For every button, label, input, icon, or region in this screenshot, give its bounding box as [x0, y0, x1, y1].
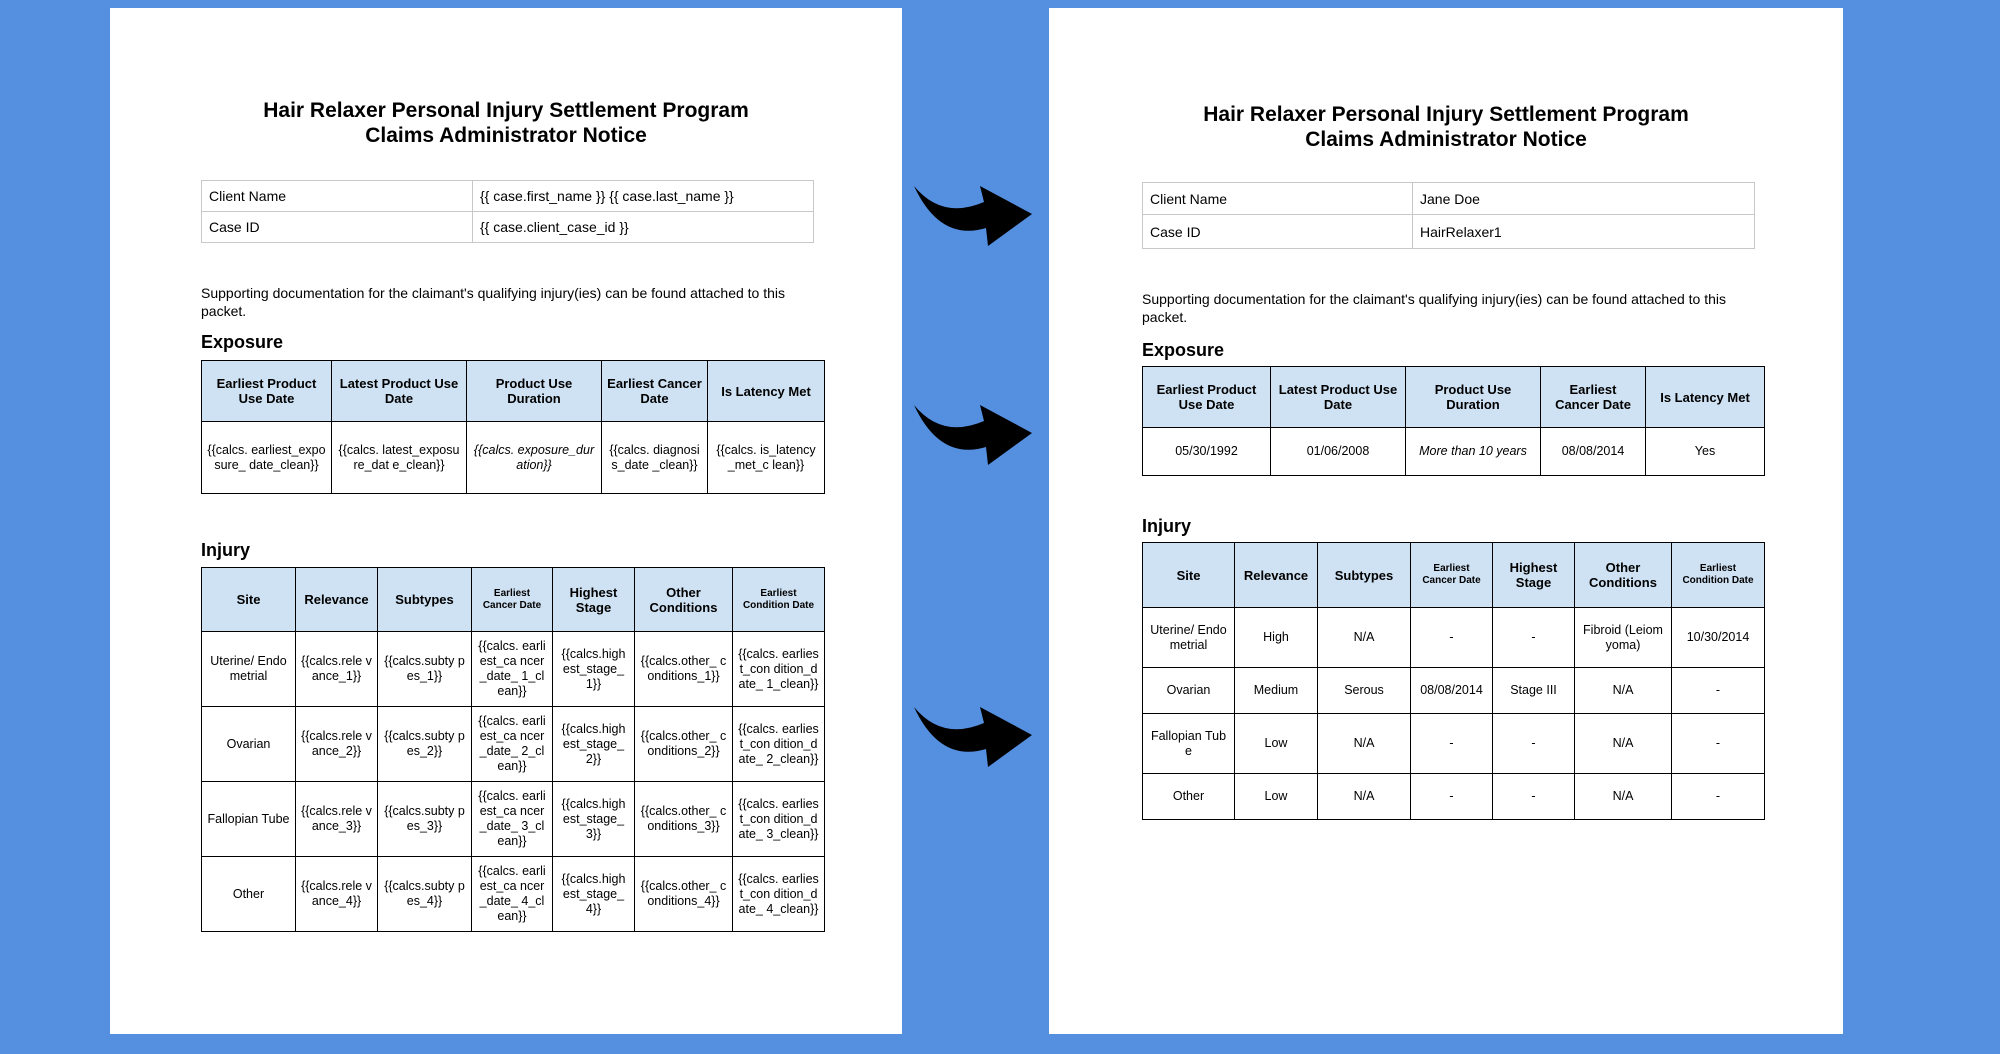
supporting-text: Supporting documentation for the claimant's qualifying injury(ies) can be found attached to this packet.	[201, 285, 786, 319]
earliest-product-use-date-value: {{calcs. earliest_exposure_ date_clean}}	[202, 422, 332, 494]
site-cell: Fallopian Tube	[1143, 714, 1235, 774]
exposure-header-row	[202, 361, 825, 422]
site-cell: Ovarian	[1143, 668, 1235, 714]
injury-table	[201, 567, 825, 932]
case-id-value: HairRelaxer1	[1413, 215, 1755, 249]
relevance-cell: {{calcs.rele vance_2}}	[296, 707, 378, 782]
highest-stage-cell: {{calcs.high est_stage_ 1}}	[553, 632, 635, 707]
header-relevance: Relevance	[1235, 543, 1318, 608]
other-conditions-cell: Fibroid (Leiomyoma)	[1575, 608, 1672, 668]
header-site: Site	[202, 568, 296, 632]
subtypes-cell: {{calcs.subty pes_3}}	[378, 782, 472, 857]
site-cell: Other	[202, 857, 296, 932]
injury-header-row	[202, 568, 825, 632]
latest-product-use-date-value: 01/06/2008	[1271, 428, 1406, 476]
supporting-text: Supporting documentation for the claimant's qualifying injury(ies) can be found attached to this packet.	[1142, 291, 1727, 325]
highest-stage-cell: {{calcs.high est_stage_ 4}}	[553, 857, 635, 932]
title-line-2: Claims Administrator Notice	[365, 124, 647, 147]
title-line-2: Claims Administrator Notice	[1305, 128, 1587, 151]
header-other-conditions: Other Conditions	[1575, 543, 1672, 608]
earliest-cancer-date-value: {{calcs. diagnosis_date _clean}}	[602, 422, 708, 494]
injury-heading: Injury	[201, 540, 251, 560]
subtypes-cell: N/A	[1318, 774, 1411, 820]
earliest-condition-date-cell: -	[1672, 714, 1765, 774]
subtypes-cell: {{calcs.subty pes_2}}	[378, 707, 472, 782]
client-name-value: {{ case.first_name }} {{ case.last_name }}	[473, 181, 814, 212]
site-cell: Ovarian	[202, 707, 296, 782]
client-name-value: Jane Doe	[1413, 183, 1755, 215]
header-earliest-product-use-date: Earliest Product Use Date	[1143, 367, 1271, 428]
arrow-right-curved-icon	[912, 695, 1034, 775]
site-cell: Other	[1143, 774, 1235, 820]
header-product-use-duration: Product Use Duration	[1406, 367, 1541, 428]
relevance-cell: High	[1235, 608, 1318, 668]
header-is-latency-met: Is Latency Met	[1646, 367, 1765, 428]
document-title	[1049, 102, 1843, 152]
earliest-condition-date-cell: {{calcs. earliest_con dition_date_ 1_clean}}	[733, 632, 825, 707]
site-cell: Uterine/ Endometrial	[202, 632, 296, 707]
highest-stage-cell: -	[1493, 714, 1575, 774]
highest-stage-cell: {{calcs.high est_stage_ 2}}	[553, 707, 635, 782]
earliest-condition-date-cell: {{calcs. earliest_con dition_date_ 2_clean}}	[733, 707, 825, 782]
earliest-condition-date-cell: {{calcs. earliest_con dition_date_ 3_clean}}	[733, 782, 825, 857]
relevance-cell: {{calcs.rele vance_1}}	[296, 632, 378, 707]
case-id-label: Case ID	[202, 212, 473, 243]
arrow-right-curved-icon	[912, 393, 1034, 473]
earliest-cancer-date-cell: {{calcs. earliest_ca ncer_date_ 3_clean}}	[472, 782, 553, 857]
header-relevance: Relevance	[296, 568, 378, 632]
header-subtypes: Subtypes	[378, 568, 472, 632]
subtypes-cell: {{calcs.subty pes_4}}	[378, 857, 472, 932]
other-conditions-cell: {{calcs.other_ conditions_2}}	[635, 707, 733, 782]
other-conditions-cell: N/A	[1575, 774, 1672, 820]
table-row	[1143, 714, 1765, 774]
client-info-table	[201, 180, 814, 243]
subtypes-cell: N/A	[1318, 714, 1411, 774]
earliest-cancer-date-cell: -	[1411, 774, 1493, 820]
header-earliest-product-use-date: Earliest Product Use Date	[202, 361, 332, 422]
earliest-cancer-date-cell: -	[1411, 714, 1493, 774]
title-line-1: Hair Relaxer Personal Injury Settlement Program	[263, 99, 749, 122]
template-document-page	[110, 8, 902, 1034]
site-cell: Fallopian Tube	[202, 782, 296, 857]
client-name-row	[1143, 183, 1755, 215]
earliest-cancer-date-cell: {{calcs. earliest_ca ncer_date_ 1_clean}}	[472, 632, 553, 707]
header-other-conditions: Other Conditions	[635, 568, 733, 632]
earliest-cancer-date-cell: {{calcs. earliest_ca ncer_date_ 4_clean}}	[472, 857, 553, 932]
highest-stage-cell: {{calcs.high est_stage_ 3}}	[553, 782, 635, 857]
header-highest-stage: Highest Stage	[553, 568, 635, 632]
arrow-right-curved-icon	[912, 174, 1034, 254]
highest-stage-cell: -	[1493, 774, 1575, 820]
case-id-label: Case ID	[1143, 215, 1413, 249]
table-row	[1143, 668, 1765, 714]
relevance-cell: {{calcs.rele vance_4}}	[296, 857, 378, 932]
other-conditions-cell: {{calcs.other_ conditions_1}}	[635, 632, 733, 707]
injury-heading: Injury	[1142, 516, 1192, 536]
header-earliest-condition-date: Earliest Condition Date	[733, 568, 825, 632]
other-conditions-cell: N/A	[1575, 714, 1672, 774]
header-latest-product-use-date: Latest Product Use Date	[1271, 367, 1406, 428]
highest-stage-cell: -	[1493, 608, 1575, 668]
exposure-value-row	[202, 422, 825, 494]
is-latency-met-value: Yes	[1646, 428, 1765, 476]
earliest-cancer-date-cell: -	[1411, 608, 1493, 668]
latest-product-use-date-value: {{calcs. latest_exposure_dat e_clean}}	[332, 422, 467, 494]
earliest-condition-date-cell: -	[1672, 668, 1765, 714]
exposure-heading: Exposure	[201, 332, 284, 352]
product-use-duration-value: More than 10 years	[1406, 428, 1541, 476]
header-earliest-cancer-date: Earliest Cancer Date	[1411, 543, 1493, 608]
header-product-use-duration: Product Use Duration	[467, 361, 602, 422]
earliest-cancer-date-value: 08/08/2014	[1541, 428, 1646, 476]
injury-table	[1142, 542, 1765, 820]
table-row	[202, 782, 825, 857]
earliest-condition-date-cell: -	[1672, 774, 1765, 820]
earliest-condition-date-cell: 10/30/2014	[1672, 608, 1765, 668]
exposure-table	[201, 360, 825, 494]
header-earliest-cancer-date: Earliest Cancer Date	[602, 361, 708, 422]
other-conditions-cell: {{calcs.other_ conditions_4}}	[635, 857, 733, 932]
product-use-duration-value: {{calcs. exposure_duration}}	[467, 422, 602, 494]
table-row	[1143, 774, 1765, 820]
header-latest-product-use-date: Latest Product Use Date	[332, 361, 467, 422]
site-cell: Uterine/ Endometrial	[1143, 608, 1235, 668]
exposure-value-row	[1143, 428, 1765, 476]
subtypes-cell: {{calcs.subty pes_1}}	[378, 632, 472, 707]
table-row	[202, 857, 825, 932]
client-name-label: Client Name	[1143, 183, 1413, 215]
earliest-cancer-date-cell: {{calcs. earliest_ca ncer_date_ 2_clean}}	[472, 707, 553, 782]
earliest-cancer-date-cell: 08/08/2014	[1411, 668, 1493, 714]
earliest-product-use-date-value: 05/30/1992	[1143, 428, 1271, 476]
case-id-row	[1143, 215, 1755, 249]
header-earliest-cancer-date: Earliest Cancer Date	[472, 568, 553, 632]
filled-document-page	[1049, 8, 1843, 1034]
other-conditions-cell: {{calcs.other_ conditions_3}}	[635, 782, 733, 857]
header-earliest-condition-date: Earliest Condition Date	[1672, 543, 1765, 608]
client-info-table	[1142, 182, 1755, 249]
document-title	[110, 98, 902, 148]
other-conditions-cell: N/A	[1575, 668, 1672, 714]
relevance-cell: Low	[1235, 774, 1318, 820]
client-name-label: Client Name	[202, 181, 473, 212]
table-row	[202, 707, 825, 782]
relevance-cell: Medium	[1235, 668, 1318, 714]
client-name-row	[202, 181, 814, 212]
earliest-condition-date-cell: {{calcs. earliest_con dition_date_ 4_clean}}	[733, 857, 825, 932]
header-subtypes: Subtypes	[1318, 543, 1411, 608]
highest-stage-cell: Stage III	[1493, 668, 1575, 714]
exposure-heading: Exposure	[1142, 340, 1225, 360]
header-site: Site	[1143, 543, 1235, 608]
subtypes-cell: N/A	[1318, 608, 1411, 668]
title-line-1: Hair Relaxer Personal Injury Settlement Program	[1203, 103, 1689, 126]
table-row	[202, 632, 825, 707]
header-earliest-cancer-date: Earliest Cancer Date	[1541, 367, 1646, 428]
relevance-cell: Low	[1235, 714, 1318, 774]
injury-header-row	[1143, 543, 1765, 608]
exposure-header-row	[1143, 367, 1765, 428]
subtypes-cell: Serous	[1318, 668, 1411, 714]
case-id-row	[202, 212, 814, 243]
exposure-table	[1142, 366, 1765, 476]
case-id-value: {{ case.client_case_id }}	[473, 212, 814, 243]
header-highest-stage: Highest Stage	[1493, 543, 1575, 608]
is-latency-met-value: {{calcs. is_latency_met_c lean}}	[708, 422, 825, 494]
header-is-latency-met: Is Latency Met	[708, 361, 825, 422]
table-row	[1143, 608, 1765, 668]
relevance-cell: {{calcs.rele vance_3}}	[296, 782, 378, 857]
